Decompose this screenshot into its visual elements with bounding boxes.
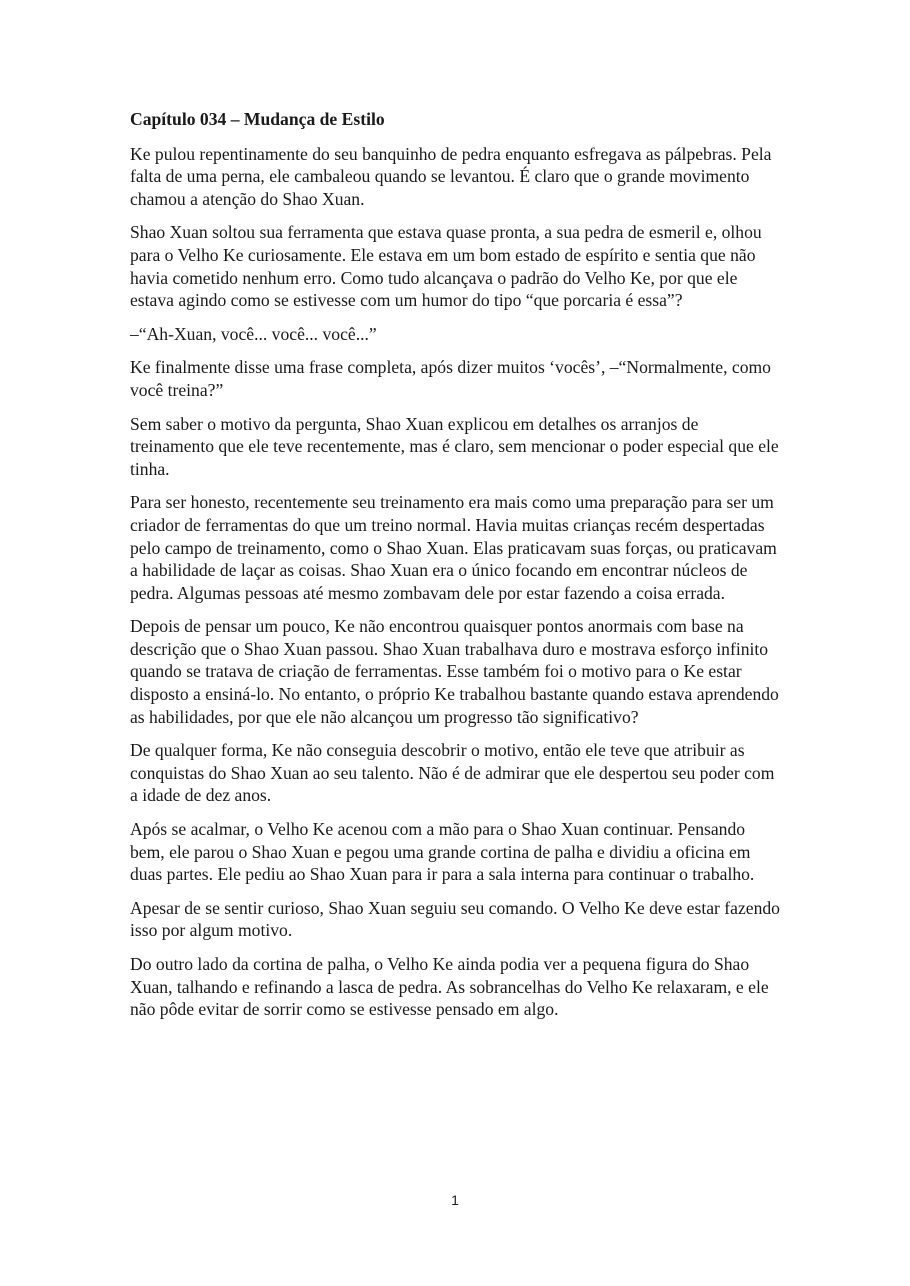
paragraph: Do outro lado da cortina de palha, o Velho Ke ainda podia ver a pequena figura do Shao Xuan, talhando e refinando a lasca de pedra. As sobrancelhas do Velho Ke relaxaram, e ele não pôde evitar de sorrir como se estivesse pensado em algo. — [130, 954, 769, 1020]
document-body — [130, 108, 780, 1032]
chapter-title: Capítulo 034 – Mudança de Estilo — [130, 109, 385, 129]
paragraph: Ke pulou repentinamente do seu banquinho de pedra enquanto esfregava as pálpebras. Pela falta de uma perna, ele cambaleou quando se levantou. É claro que o grande movimento chamou a atenção do Shao Xuan. — [130, 143, 772, 209]
paragraph: Ke finalmente disse uma frase completa, após dizer muitos ‘vocês’, –“Normalmente, como você treina?” — [130, 357, 771, 400]
paragraph: Sem saber o motivo da pergunta, Shao Xuan explicou em detalhes os arranjos de treinamento que ele teve recentemente, mas é claro, sem mencionar o poder especial que ele tinha. — [130, 413, 779, 479]
paragraph: Apesar de se sentir curioso, Shao Xuan seguiu seu comando. O Velho Ke deve estar fazendo isso por algum motivo. — [130, 897, 780, 941]
paragraph: Depois de pensar um pouco, Ke não encontrou quaisquer pontos anormais com base na descrição que o Shao Xuan passou. Shao Xuan trabalhava duro e mostrava esforço infinito quando se tratava de criação de ferramentas. Esse também foi o motivo para o Ke estar disposto a ensiná-lo. No entanto, o próprio Ke trabalhou bastante quando estava aprendendo as habilidades, por que ele não alcançou um progresso tão significativo? — [130, 616, 779, 727]
page-number: 1 — [451, 1192, 459, 1208]
paragraph: Shao Xuan soltou sua ferramenta que estava quase pronta, a sua pedra de esmeril e, olhou para o Velho Ke curiosamente. Ele estava em um bom estado de espírito e sentia que não havia cometido nenhum erro. Como tudo alcançava o padrão do Velho Ke, por que ele estava agindo como se estivesse com um humor do tipo “que porcaria é essa”? — [130, 222, 762, 311]
paragraph: De qualquer forma, Ke não conseguia descobrir o motivo, então ele teve que atribuir as conquistas do Shao Xuan ao seu talento. Não é de admirar que ele despertou seu poder com a idade de dez anos. — [130, 740, 775, 806]
paragraph: –“Ah-Xuan, você... você... você...” — [130, 323, 377, 344]
paragraph: Após se acalmar, o Velho Ke acenou com a mão para o Shao Xuan continuar. Pensando bem, ele parou o Shao Xuan e pegou uma grande cortina de palha e dividiu a oficina em duas partes. Ele pediu ao Shao Xuan para ir para a sala interna para continuar o trabalho. — [130, 819, 755, 885]
paragraph: Para ser honesto, recentemente seu treinamento era mais como uma preparação para ser um criador de ferramentas do que um treino normal. Havia muitas crianças recém despertadas pelo campo de treinamento, como o Shao Xuan. Elas praticavam suas forças, ou praticavam a habilidade de laçar as coisas. Shao Xuan era o único focando em encontrar núcleos de pedra. Algumas pessoas até mesmo zombavam dele por estar fazendo a coisa errada. — [130, 492, 777, 603]
